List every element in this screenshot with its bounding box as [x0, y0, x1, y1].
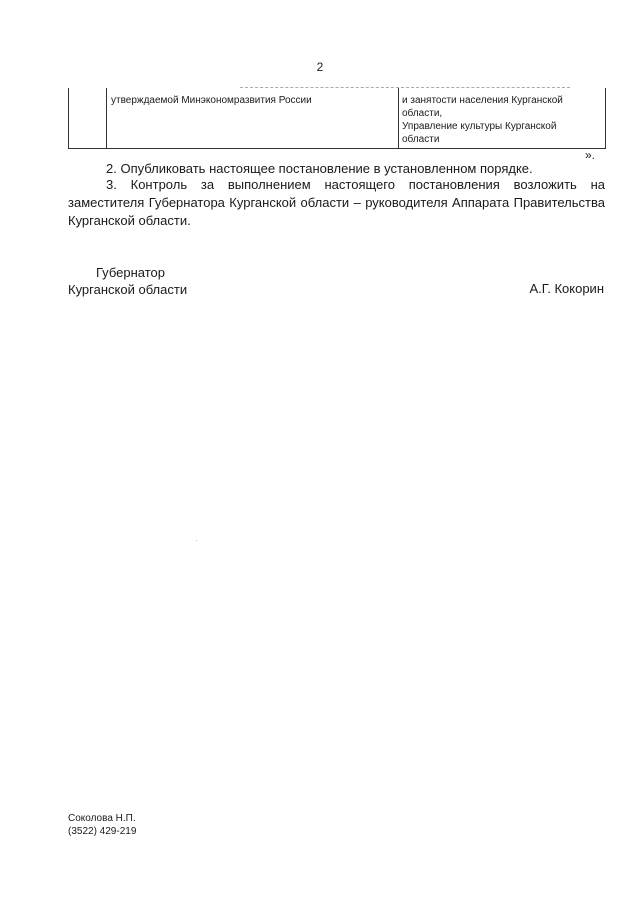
executor-line: области, — [402, 108, 443, 119]
paragraph-control: 3. Контроль за выполнением настоящего постановления возложить на заместителя Губернатора Курганской области – руководителя Аппарата Правительства Курганской области. — [68, 177, 605, 228]
table-column-divider — [398, 88, 399, 148]
table-column-divider — [106, 88, 107, 148]
scan-artifact — [196, 540, 197, 541]
executor-line: Управление культуры Курганской — [402, 121, 557, 132]
executor-footer — [68, 812, 136, 838]
continuation-table — [68, 88, 606, 149]
closing-quote: ». — [585, 148, 596, 162]
page-number: 2 — [316, 60, 324, 74]
signatory-position: Губернатор — [96, 265, 165, 280]
paragraph-publish: 2. Опубликовать настоящее постановление в установленном порядке. — [106, 161, 533, 176]
signatory-title — [68, 264, 187, 298]
executor-phone: (3522) 429-219 — [68, 826, 137, 837]
executor-line: области — [402, 134, 440, 145]
signatory-name: А.Г. Кокорин — [529, 281, 604, 296]
signatory-region: Курганской области — [68, 282, 188, 297]
table-cell-executors — [402, 94, 602, 146]
executor-name: Соколова Н.П. — [68, 813, 136, 824]
executor-line: и занятости населения Курганской — [402, 95, 563, 106]
table-cell-source: утверждаемой Минэкономразвития России — [111, 95, 312, 106]
